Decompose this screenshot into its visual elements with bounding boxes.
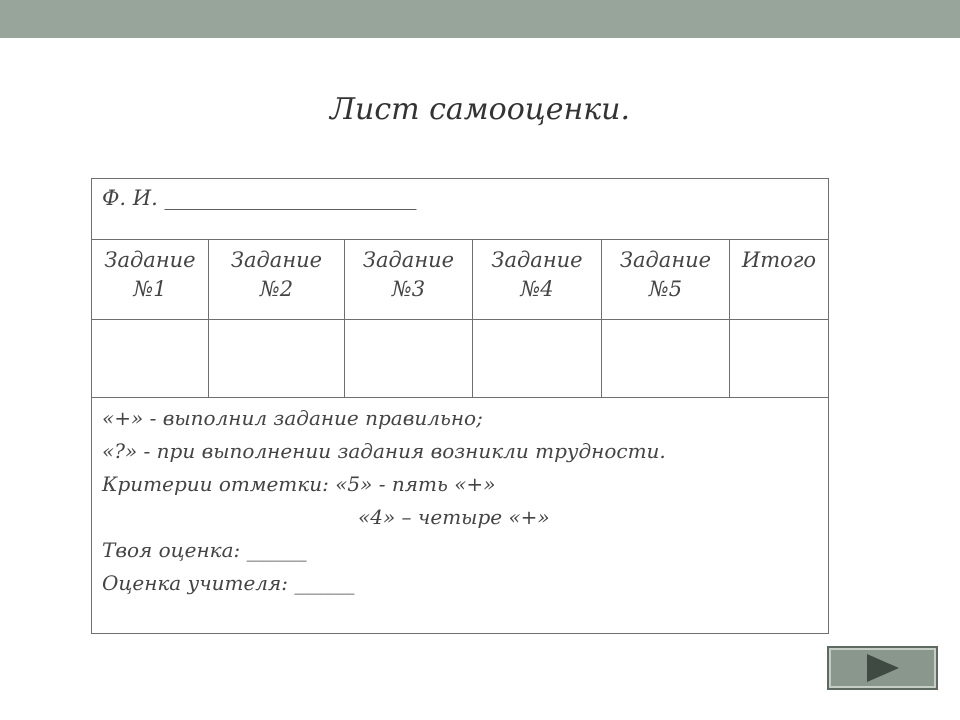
next-slide-button[interactable] [827,646,938,690]
page-title: Лист самооценки. [329,92,631,127]
header-row [92,240,828,320]
score-cell-task-2 [209,320,345,397]
score-cell-task-1 [92,320,209,397]
name-field-label: Ф. И. ________________________ [102,186,417,210]
name-row [92,179,828,240]
header-label: Задание №5 [619,248,712,301]
score-cell-task-4 [473,320,602,397]
score-cell-total [730,320,828,397]
header-cell-task-4 [473,240,602,319]
header-label: Задание №3 [362,248,455,301]
legend-line-difficulty: «?» - при выполнении задания возникли трудности. [102,439,666,463]
top-decorative-bar [0,0,960,38]
header-label: Задание №2 [230,248,323,301]
legend-block [102,402,822,600]
header-cell-task-3 [345,240,473,319]
header-label: Итого [741,248,817,272]
play-icon [867,654,899,682]
score-cell-task-3 [345,320,473,397]
self-assessment-table [91,178,829,634]
header-cell-task-5 [602,240,730,319]
header-cell-total [730,240,828,319]
legend-line-criteria-4: «4» – четыре «+» [358,505,550,529]
legend-line-teacher-grade: Оценка учителя: ______ [102,571,355,595]
header-cell-task-2 [209,240,345,319]
legend-line-criteria-5: Критерии отметки: «5» - пять «+» [102,472,496,496]
header-label: Задание №4 [491,248,583,301]
legend-line-your-grade: Твоя оценка: ______ [102,538,307,562]
score-row [92,320,828,398]
header-cell-task-1 [92,240,209,319]
legend-line-correct: «+» - выполнил задание правильно; [102,406,483,430]
score-cell-task-5 [602,320,730,397]
header-label: Задание №1 [104,248,196,301]
